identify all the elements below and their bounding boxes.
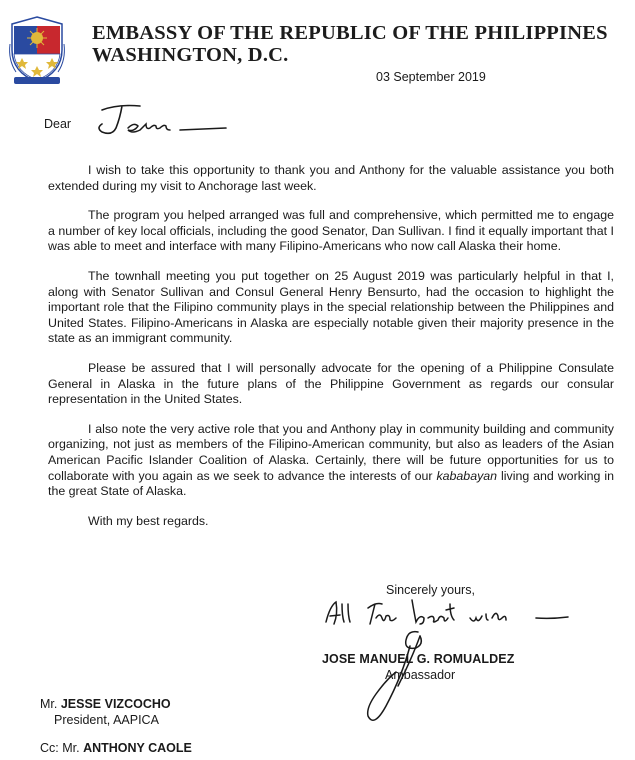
signer-title: Ambassador xyxy=(385,668,456,682)
cc-name: ANTHONY CAOLE xyxy=(83,741,192,755)
regards-line: With my best regards. xyxy=(88,513,209,528)
letterhead xyxy=(92,22,632,66)
recipient-name-line xyxy=(40,697,171,713)
paragraph-5-part-1: I also note the very active role that you and Anthony play in community building and community organizing, not just as members of the Filipino-American community, but also as leaders of the Asian American Pacific Islander Coalition of Alaska. Certainly, there will be future opportunities for us to collaborate with you again as we seek to advance the interests of our xyxy=(48,421,614,483)
recipient-title: President, AAPICA xyxy=(54,712,159,727)
letterhead-line-2: WASHINGTON, D.C. xyxy=(92,44,289,66)
signer-name: JOSE MANUEL G. ROMUALDEZ xyxy=(322,652,515,666)
handwritten-salutation-name xyxy=(88,96,228,140)
letterhead-line-1: EMBASSY OF THE REPUBLIC OF THE PHILIPPINES xyxy=(92,22,608,44)
letter-body xyxy=(48,163,614,543)
paragraph-1: I wish to take this opportunity to thank you and Anthony for the valuable assistance you both extended during my visit to Anchorage last week. xyxy=(48,163,614,193)
paragraph-2: The program you helped arranged was full and comprehensive, which permitted me to engage a number of key local officials, including the good Senator, Dan Sullivan. I find it equally important that I was able to meet and interface with many Filipino-Americans who now call Alaska their home. xyxy=(48,208,614,254)
kababayan-term: kababayan xyxy=(436,468,498,483)
recipient-name: JESSE VIZCOCHO xyxy=(60,697,171,711)
paragraph-3: The townhall meeting you put together on 25 August 2019 was particularly helpful in that I, along with Senator Sullivan and Consul General Henry Bensurto, had the occasion to highlight the important role that the Filipino community plays in the special relationship between the Philippines and United States. Filipino-Americans in Alaska are especially notable given their majority presence in the state as an immigrant community. xyxy=(48,268,614,346)
philippine-seal-icon xyxy=(6,14,68,86)
cc-line xyxy=(40,741,192,755)
paragraph-5 xyxy=(48,422,614,500)
paragraph-5-part-2: living and working in the great State of Alaska. xyxy=(48,468,614,499)
closing: Sincerely yours, xyxy=(386,583,475,597)
paragraph-4: Please be assured that I will personally advocate for the opening of a Philippine Consulate General in Alaska in the future plans of the Philippine Government as regards our consular representation in the United States. xyxy=(48,360,614,407)
cc-prefix: Cc: Mr. xyxy=(40,741,80,755)
letter-date: 03 September 2019 xyxy=(376,70,486,84)
recipient-prefix: Mr. xyxy=(40,697,58,711)
recipient-block xyxy=(40,697,171,728)
salutation: Dear xyxy=(44,117,72,131)
